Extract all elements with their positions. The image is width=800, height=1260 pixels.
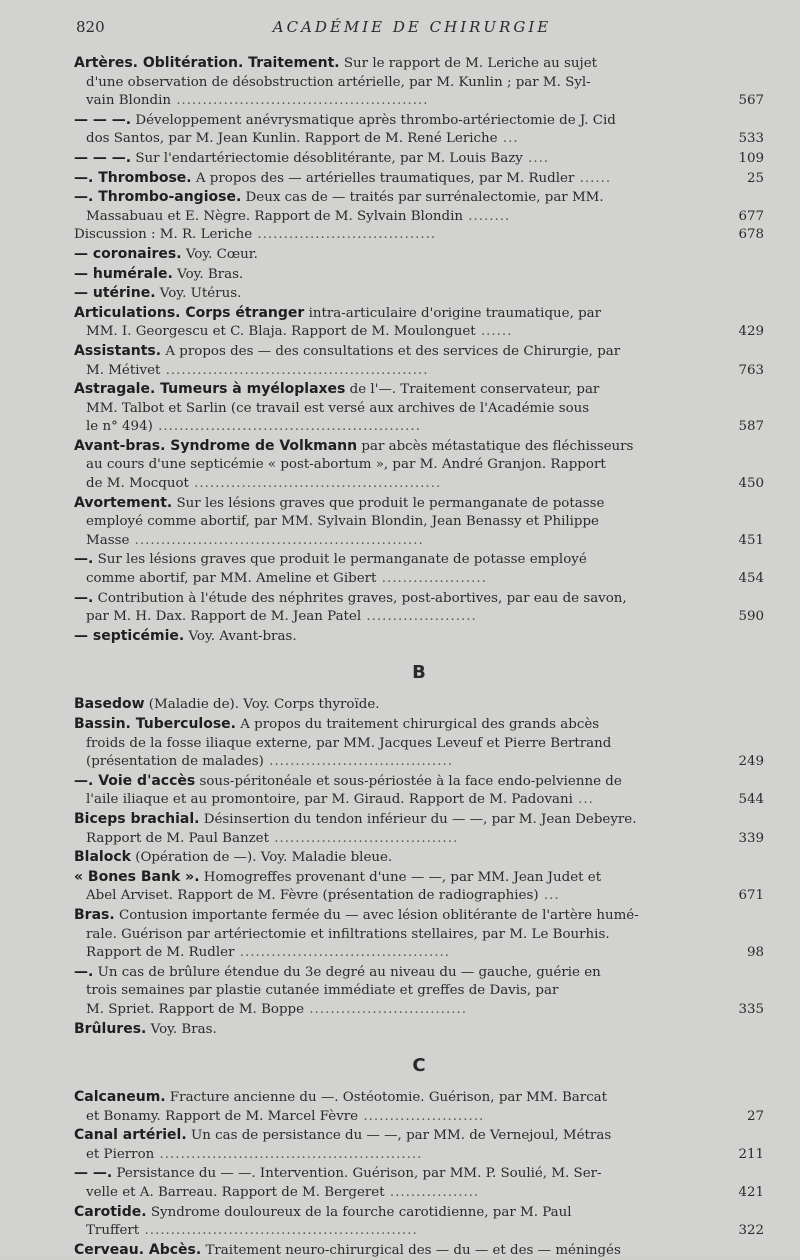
entry-heading: Bras. xyxy=(74,906,115,923)
dot-leader: ................................... xyxy=(268,830,459,846)
dot-leader: ........ xyxy=(463,208,511,224)
entry-line xyxy=(74,284,734,304)
entry-line xyxy=(74,323,734,342)
entry-heading: Bassin. Tuberculose. xyxy=(74,716,236,732)
entry-text: Un cas de persistance du — —, par MM. de Vernejoul, Métras xyxy=(190,1128,612,1144)
entry-line xyxy=(74,868,734,888)
dot-leader: .................................................. xyxy=(154,1146,423,1162)
entry-text: A propos des — artérielles traumatiques, par M. Rudler xyxy=(195,170,575,186)
dot-leader: ...... xyxy=(574,170,612,186)
index-entry xyxy=(74,550,764,588)
entry-text: M. Spriet. Rapport de M. Boppe xyxy=(86,1001,305,1017)
entry-line xyxy=(74,848,734,868)
entry-heading: Biceps brachial. xyxy=(74,810,200,827)
entry-heading: —. xyxy=(74,589,94,606)
dot-leader: ........................................ xyxy=(234,945,451,961)
entry-line xyxy=(74,418,734,437)
entry-text: Contribution à l'étude des néphrites graves, post-abortives, par eau de savon, xyxy=(97,590,627,606)
entry-heading: Brûlures. xyxy=(74,1020,147,1037)
page-reference: 678 xyxy=(738,227,764,243)
entry-text: Sur les lésions graves que produit le permanganate de potasse employé xyxy=(97,552,587,568)
entry-text: d'une observation de désobstruction artérielle, par M. Kunlin ; par M. Syl- xyxy=(86,74,591,90)
entry-text: et Bonamy. Rapport de M. Marcel Fèvre xyxy=(86,1108,359,1124)
section-letter: C xyxy=(412,1055,426,1077)
entry-line xyxy=(74,1001,734,1020)
entry-text: froids de la fosse iliaque externe, par MM. Jacques Leveuf et Pierre Bertrand xyxy=(86,735,612,751)
dot-leader: ....................... xyxy=(358,1108,485,1124)
entry-line xyxy=(74,475,734,494)
page-reference: 451 xyxy=(738,532,764,548)
index-entry xyxy=(74,810,764,848)
entry-line xyxy=(74,963,734,983)
dot-leader: ............................................... xyxy=(188,476,442,492)
page-reference: 587 xyxy=(738,419,764,435)
entry-line xyxy=(74,169,734,189)
entry-text: M. Métivet xyxy=(86,362,161,378)
entry-text: employé comme abortif, par MM. Sylvain Blondin, Jean Benassy et Philippe xyxy=(86,514,599,530)
dot-leader: .................................................. xyxy=(152,419,421,435)
entry-text: par abcès métastatique des fléchisseurs xyxy=(361,438,634,454)
entry-line xyxy=(74,400,734,419)
entry-heading: Avant-bras. Syndrome de Volkmann xyxy=(74,437,358,454)
entry-text: Un cas de brûlure étendue du 3e degré au niveau du — gauche, guérie en xyxy=(97,964,601,980)
entry-line xyxy=(74,304,734,324)
entry-line xyxy=(74,627,734,647)
index-entry xyxy=(74,1203,764,1241)
dot-leader: ................................................ xyxy=(171,93,429,109)
entry-line xyxy=(74,111,734,131)
entry-line xyxy=(74,149,734,169)
page-reference: 335 xyxy=(738,1001,764,1017)
entry-heading: Basedow xyxy=(74,696,145,713)
entry-text: (Opération de —). Voy. Maladie bleue. xyxy=(135,850,393,866)
dot-leader: ................................... xyxy=(263,754,454,770)
dot-leader: .................................................. xyxy=(160,362,429,378)
entry-text: trois semaines par plastie cutanée immédiate et greffes de Davis, par xyxy=(86,983,559,999)
entry-heading: — coronaires. xyxy=(74,245,182,262)
entry-text: Deux cas de — traités par surrénalectomie, par MM. xyxy=(245,190,604,206)
page-reference: 590 xyxy=(738,609,764,625)
entry-line xyxy=(74,1126,734,1146)
index-entry xyxy=(74,772,764,810)
page-reference: 322 xyxy=(738,1223,764,1239)
page-reference: 339 xyxy=(738,830,764,846)
entry-line xyxy=(74,532,734,551)
entry-text: MM. Talbot et Sarlin (ce travail est versé aux archives de l'Académie sous xyxy=(86,400,590,416)
entry-line xyxy=(74,226,734,245)
entry-text: (présentation de malades) xyxy=(86,754,264,770)
entry-line xyxy=(74,1088,734,1108)
entry-text: dos Santos, par M. Jean Kunlin. Rapport de M. René Leriche xyxy=(86,131,498,147)
entry-line xyxy=(74,92,734,111)
page-reference: 25 xyxy=(746,170,764,186)
entry-line xyxy=(74,735,734,754)
entry-line xyxy=(74,1108,734,1127)
entry-line xyxy=(74,926,734,945)
entry-line xyxy=(74,1184,734,1203)
entry-heading: —. xyxy=(74,963,94,980)
index-entry xyxy=(74,169,764,189)
index-entry xyxy=(74,245,764,265)
entry-text: et Pierron xyxy=(86,1146,155,1162)
page-reference: 763 xyxy=(738,362,764,378)
entry-text: rale. Guérison par artériectomie et infiltrations stellaires, par M. Le Bourhis. xyxy=(86,926,610,942)
index-entry xyxy=(74,380,764,437)
entry-text: Masse xyxy=(86,532,130,548)
index-entry xyxy=(74,1020,764,1040)
dot-leader: ... xyxy=(538,888,560,904)
entry-heading: —. Thrombo-angiose. xyxy=(74,189,242,206)
entry-line xyxy=(74,245,734,265)
index-entry xyxy=(74,627,764,647)
page-reference: 454 xyxy=(738,571,764,587)
entry-text: Contusion importante fermée du — avec lésion oblitérante de l'artère humé- xyxy=(118,907,639,923)
entry-line xyxy=(74,570,734,589)
dot-leader: ...... xyxy=(475,324,513,340)
entry-text: Voy. Bras. xyxy=(177,266,244,282)
dot-leader: ..................... xyxy=(361,609,477,625)
entry-text: Sur le rapport de M. Leriche au sujet xyxy=(343,56,598,71)
entry-text: par M. H. Dax. Rapport de M. Jean Patel xyxy=(86,609,362,625)
page-reference: 677 xyxy=(738,208,764,224)
entry-text: au cours d'une septicémie « post-abortum », par M. André Granjon. Rapport xyxy=(86,457,606,473)
entry-text: Syndrome douloureux de la fourche carotidienne, par M. Paul xyxy=(150,1204,572,1220)
entry-line xyxy=(74,772,734,792)
index-entry xyxy=(74,111,764,149)
index-entry xyxy=(74,342,764,380)
entry-heading: Carotide. xyxy=(74,1203,147,1220)
entry-heading: — septicémie. xyxy=(74,627,185,644)
entry-line xyxy=(74,1222,734,1241)
entry-heading: Articulations. Corps étranger xyxy=(74,304,305,321)
page-reference: 671 xyxy=(738,888,764,904)
entry-heading: — humérale. xyxy=(74,265,173,282)
entry-heading: Cerveau. Abcès. xyxy=(74,1241,202,1258)
entry-line xyxy=(74,265,734,285)
page-reference: 429 xyxy=(738,324,764,340)
entry-text: vain Blondin xyxy=(86,93,171,109)
page-reference: 109 xyxy=(738,150,764,166)
page-reference: 98 xyxy=(746,945,764,961)
index-entry xyxy=(74,494,764,551)
index-entry xyxy=(74,188,764,226)
entry-text: Désinsertion du tendon inférieur du — —, par M. Jean Debeyre. xyxy=(203,811,637,827)
entry-heading: — — —. xyxy=(74,111,132,128)
entry-heading: —. Thrombose. xyxy=(74,169,192,186)
entry-line xyxy=(74,550,734,570)
dot-leader: .... xyxy=(522,150,550,166)
entry-text: Rapport de M. Rudler xyxy=(86,945,235,961)
entry-line xyxy=(74,589,734,609)
entry-line xyxy=(74,130,734,149)
index-entry xyxy=(74,265,764,285)
entry-line xyxy=(74,54,734,74)
dot-leader: ................. xyxy=(384,1185,480,1201)
running-title: ACADÉMIE DE CHIRURGIE xyxy=(272,18,552,36)
entry-text: Fracture ancienne du —. Ostéotomie. Guérison, par MM. Barcat xyxy=(169,1090,608,1106)
entry-heading: — utérine. xyxy=(74,285,156,302)
entry-line xyxy=(74,982,734,1001)
entry-text: Voy. Cœur. xyxy=(185,246,258,262)
dot-leader: ... xyxy=(497,131,519,147)
entry-line xyxy=(74,494,734,514)
page-reference: 211 xyxy=(738,1146,764,1162)
index-entry xyxy=(74,1088,764,1126)
entry-text: Discussion : M. R. Leriche xyxy=(74,227,253,243)
index-entry xyxy=(74,906,764,963)
entry-heading: —. Voie d'accès xyxy=(74,772,196,789)
entry-line xyxy=(74,342,734,362)
entry-heading: « Bones Bank ». xyxy=(74,868,200,885)
entry-line xyxy=(74,753,734,772)
entry-text: A propos des — des consultations et des services de Chirurgie, par xyxy=(165,343,621,359)
entry-line xyxy=(74,715,734,735)
entry-line xyxy=(74,1203,734,1223)
entry-text: l'aile iliaque et au promontoire, par M. Giraud. Rapport de M. Padovani xyxy=(86,792,573,808)
entry-line xyxy=(74,380,734,400)
entry-text: Rapport de M. Paul Banzet xyxy=(86,830,269,846)
entry-text: Sur les lésions graves que produit le permanganate de potasse xyxy=(176,495,605,511)
page-reference: 567 xyxy=(738,93,764,109)
entry-text: velle et A. Barreau. Rapport de M. Bergeret xyxy=(86,1185,385,1201)
page-header xyxy=(76,18,748,40)
entry-heading: Astragale. Tumeurs à myéloplaxes xyxy=(74,381,346,398)
dot-leader: ....................................................... xyxy=(129,532,424,548)
entry-line xyxy=(74,1164,734,1184)
entry-line xyxy=(74,791,734,810)
entry-line xyxy=(74,906,734,926)
entry-text: Sur l'endartériectomie désoblitérante, par M. Louis Bazy xyxy=(135,150,523,166)
entry-heading: Artères. Oblitération. Traitement. xyxy=(74,55,340,71)
index-entry xyxy=(74,226,764,245)
entry-line xyxy=(74,887,734,906)
index-entry xyxy=(74,963,764,1020)
entry-heading: —. xyxy=(74,551,94,568)
entry-text: Voy. Utérus. xyxy=(159,286,242,302)
entry-text: A propos du traitement chirurgical des grands abcès xyxy=(240,717,600,732)
entry-text: Persistance du — —. Intervention. Guérison, par MM. P. Soulié, M. Ser- xyxy=(116,1166,602,1182)
page-reference: 544 xyxy=(738,792,764,808)
entry-text: le n° 494) xyxy=(86,419,153,435)
entry-heading: — — —. xyxy=(74,149,132,166)
index-entry xyxy=(74,304,764,342)
index-entry xyxy=(74,868,764,906)
entry-line xyxy=(74,608,734,627)
index-entry xyxy=(74,437,764,494)
dot-leader: .................... xyxy=(376,571,487,587)
entry-heading: Avortement. xyxy=(74,494,173,511)
entry-line xyxy=(74,1241,734,1260)
entry-line xyxy=(74,437,734,457)
dot-leader: .................................. xyxy=(252,227,437,243)
entry-line xyxy=(74,830,734,849)
entry-heading: Assistants. xyxy=(74,342,162,359)
entry-text: Abel Arviset. Rapport de M. Fèvre (présentation de radiographies) xyxy=(86,888,539,904)
index-entry xyxy=(74,1164,764,1202)
entry-text: Homogreffes provenant d'une — —, par MM. Jean Judet et xyxy=(203,869,602,885)
entry-text: Voy. Avant-bras. xyxy=(188,628,297,644)
entry-text: (Maladie de). Voy. Corps thyroïde. xyxy=(148,697,380,713)
entry-text: intra-articulaire d'origine traumatique, par xyxy=(308,305,602,321)
entry-text: Voy. Bras. xyxy=(150,1021,217,1037)
entry-line xyxy=(74,1146,734,1165)
entry-line xyxy=(74,208,734,227)
page-reference: 249 xyxy=(738,754,764,770)
entry-text: Truffert xyxy=(86,1223,140,1239)
index-entry xyxy=(74,1126,764,1164)
entry-line xyxy=(74,944,734,963)
entry-line xyxy=(74,1020,734,1040)
entry-text: Massabuau et E. Nègre. Rapport de M. Sylvain Blondin xyxy=(86,208,463,224)
entry-line xyxy=(74,456,734,475)
dot-leader: .............................. xyxy=(304,1001,467,1017)
index-entry xyxy=(74,848,764,868)
index-content xyxy=(74,54,764,1260)
entry-heading: — —. xyxy=(74,1165,113,1182)
entry-text: de M. Mocquot xyxy=(86,476,189,492)
index-entry xyxy=(74,284,764,304)
page-reference: 27 xyxy=(746,1108,764,1124)
entry-text: comme abortif, par MM. Ameline et Gibert xyxy=(86,571,377,587)
index-entry xyxy=(74,589,764,627)
page-reference: 533 xyxy=(738,131,764,147)
entry-heading: Canal artériel. xyxy=(74,1127,187,1144)
index-entry xyxy=(74,54,764,111)
index-entry xyxy=(74,1241,764,1260)
entry-text: Traitement neuro-chirurgical des — du — et des — méningés xyxy=(205,1242,621,1258)
entry-line xyxy=(74,74,734,93)
entry-line xyxy=(74,810,734,830)
entry-text: sous-péritonéale et sous-périostée à la face endo-pelvienne de xyxy=(199,773,622,789)
entry-line xyxy=(74,695,734,715)
index-entry xyxy=(74,695,764,715)
entry-line xyxy=(74,188,734,208)
entry-line xyxy=(74,362,734,381)
entry-heading: Calcaneum. xyxy=(74,1089,166,1106)
index-entry xyxy=(74,715,764,772)
dot-leader: ... xyxy=(572,792,594,808)
page-reference: 450 xyxy=(738,476,764,492)
section-letter: B xyxy=(412,662,426,684)
index-entry xyxy=(74,149,764,169)
dot-leader: .................................................... xyxy=(139,1223,418,1239)
entry-heading: Blalock xyxy=(74,849,131,866)
entry-text: Développement anévrysmatique après thrombo-artériectomie de J. Cid xyxy=(135,112,616,128)
page-number: 820 xyxy=(76,18,105,36)
entry-text: de l'—. Traitement conservateur, par xyxy=(349,382,600,398)
page-reference: 421 xyxy=(738,1185,764,1201)
entry-line xyxy=(74,513,734,532)
entry-text: MM. I. Georgescu et C. Blaja. Rapport de M. Moulonguet xyxy=(86,324,476,340)
